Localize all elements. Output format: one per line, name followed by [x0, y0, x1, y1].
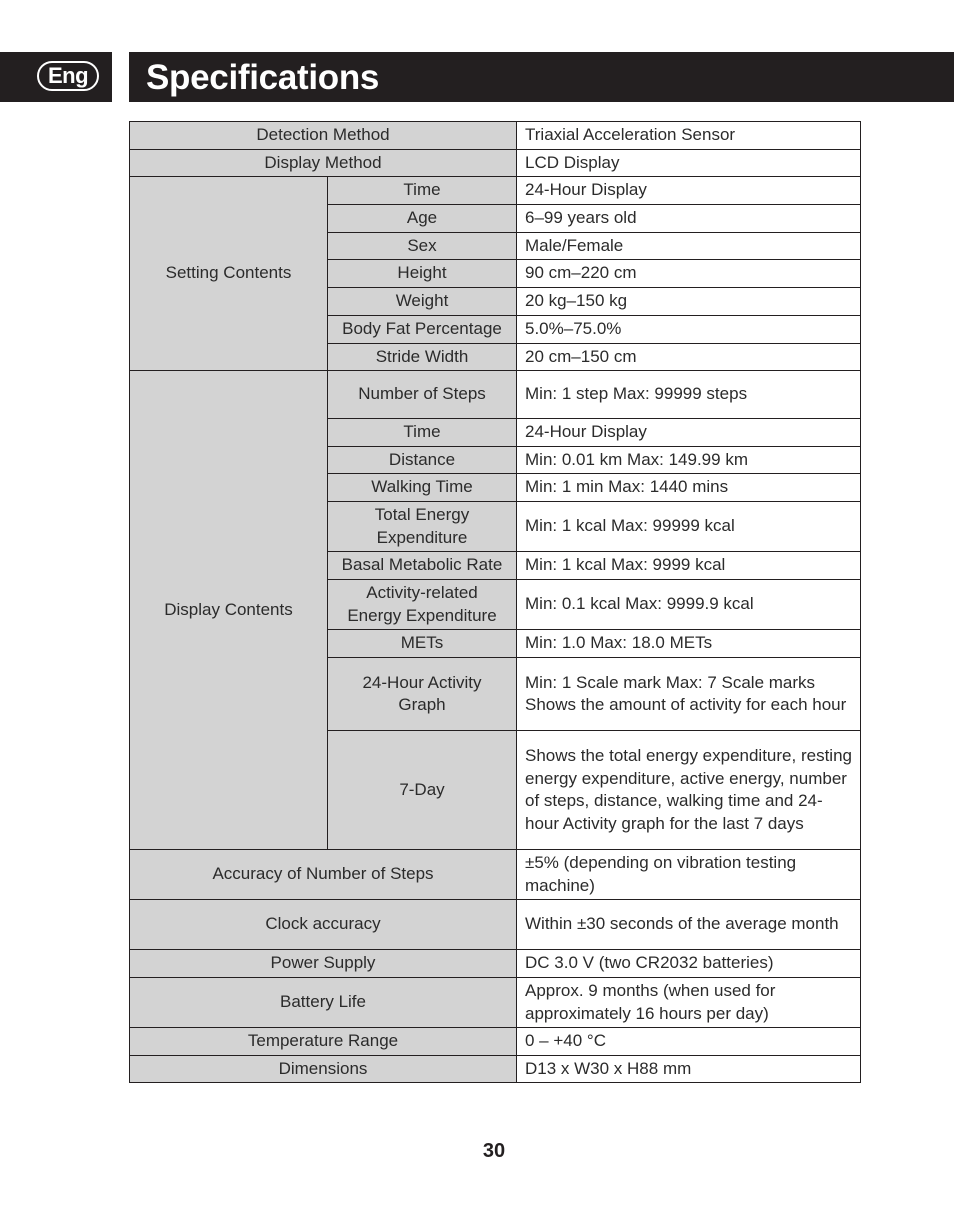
page-number: 30: [482, 1140, 506, 1162]
spec-sublabel: Time: [328, 177, 517, 205]
spec-value: 6–99 years old: [517, 205, 861, 233]
spec-value: 20 kg–150 kg: [517, 288, 861, 316]
spec-group-label: Setting Contents: [130, 177, 328, 371]
spec-sublabel: Sex: [328, 233, 517, 260]
spec-value: LCD Display: [517, 150, 861, 177]
spec-value: Min: 1 kcal Max: 9999 kcal: [517, 552, 861, 580]
table-row: [130, 177, 861, 205]
spec-label: Temperature Range: [130, 1028, 517, 1056]
spec-group-label: Display Contents: [130, 371, 328, 850]
spec-sublabel: Stride Width: [328, 344, 517, 371]
spec-value: ±5% (depending on vibration testing machine): [517, 850, 861, 900]
table-row: [130, 900, 861, 950]
spec-value: Within ±30 seconds of the average month: [517, 900, 861, 950]
table-row: [130, 150, 861, 177]
spec-value: 90 cm–220 cm: [517, 260, 861, 288]
spec-value: D13 x W30 x H88 mm: [517, 1056, 861, 1083]
page-title: Specifications: [146, 58, 380, 97]
spec-value: 5.0%–75.0%: [517, 316, 861, 344]
spec-sublabel: 24-Hour Activity Graph: [328, 658, 517, 731]
language-badge: Eng: [37, 61, 99, 91]
spec-value: Min: 1 kcal Max: 99999 kcal: [517, 502, 861, 552]
spec-sublabel: Number of Steps: [328, 371, 517, 419]
spec-value: DC 3.0 V (two CR2032 batteries): [517, 950, 861, 978]
spec-sublabel: METs: [328, 630, 517, 658]
spec-label: Battery Life: [130, 978, 517, 1028]
spec-sublabel: Activity-related Energy Expenditure: [328, 580, 517, 630]
spec-sublabel: Total Energy Expenditure: [328, 502, 517, 552]
spec-label: Dimensions: [130, 1056, 517, 1083]
table-row: [130, 850, 861, 900]
table-row: [130, 1056, 861, 1083]
spec-label: Power Supply: [130, 950, 517, 978]
spec-sublabel: Time: [328, 419, 517, 447]
spec-sublabel: Weight: [328, 288, 517, 316]
spec-value: Triaxial Acceleration Sensor: [517, 122, 861, 150]
spec-value: Approx. 9 months (when used for approximately 16 hours per day): [517, 978, 861, 1028]
spec-value: Min: 1 Scale mark Max: 7 Scale marks Shows the amount of activity for each hour: [517, 658, 861, 731]
table-row: [130, 978, 861, 1028]
spec-value: Min: 0.01 km Max: 149.99 km: [517, 447, 861, 474]
spec-value: Min: 1 min Max: 1440 mins: [517, 474, 861, 502]
spec-sublabel: Height: [328, 260, 517, 288]
spec-label: Accuracy of Number of Steps: [130, 850, 517, 900]
spec-sublabel: Age: [328, 205, 517, 233]
spec-sublabel: Basal Metabolic Rate: [328, 552, 517, 580]
spec-value: 0 – +40 °C: [517, 1028, 861, 1056]
table-row: [130, 122, 861, 150]
spec-value: Male/Female: [517, 233, 861, 260]
spec-value: 20 cm–150 cm: [517, 344, 861, 371]
spec-sublabel: Distance: [328, 447, 517, 474]
spec-sublabel: Walking Time: [328, 474, 517, 502]
table-row: [130, 371, 861, 419]
spec-label: Clock accuracy: [130, 900, 517, 950]
spec-value: Min: 0.1 kcal Max: 9999.9 kcal: [517, 580, 861, 630]
table-row: [130, 1028, 861, 1056]
spec-label: Detection Method: [130, 122, 517, 150]
spec-sublabel: 7-Day: [328, 731, 517, 850]
spec-value: 24-Hour Display: [517, 419, 861, 447]
spec-value: Min: 1 step Max: 99999 steps: [517, 371, 861, 419]
spec-value: Min: 1.0 Max: 18.0 METs: [517, 630, 861, 658]
spec-value: Shows the total energy expenditure, resting energy expenditure, active energy, number of steps, distance, walking time and 24-hour Activity graph for the last 7 days: [517, 731, 861, 850]
table-row: [130, 950, 861, 978]
specifications-table: [129, 121, 861, 1083]
spec-sublabel: Body Fat Percentage: [328, 316, 517, 344]
spec-value: 24-Hour Display: [517, 177, 861, 205]
spec-label: Display Method: [130, 150, 517, 177]
